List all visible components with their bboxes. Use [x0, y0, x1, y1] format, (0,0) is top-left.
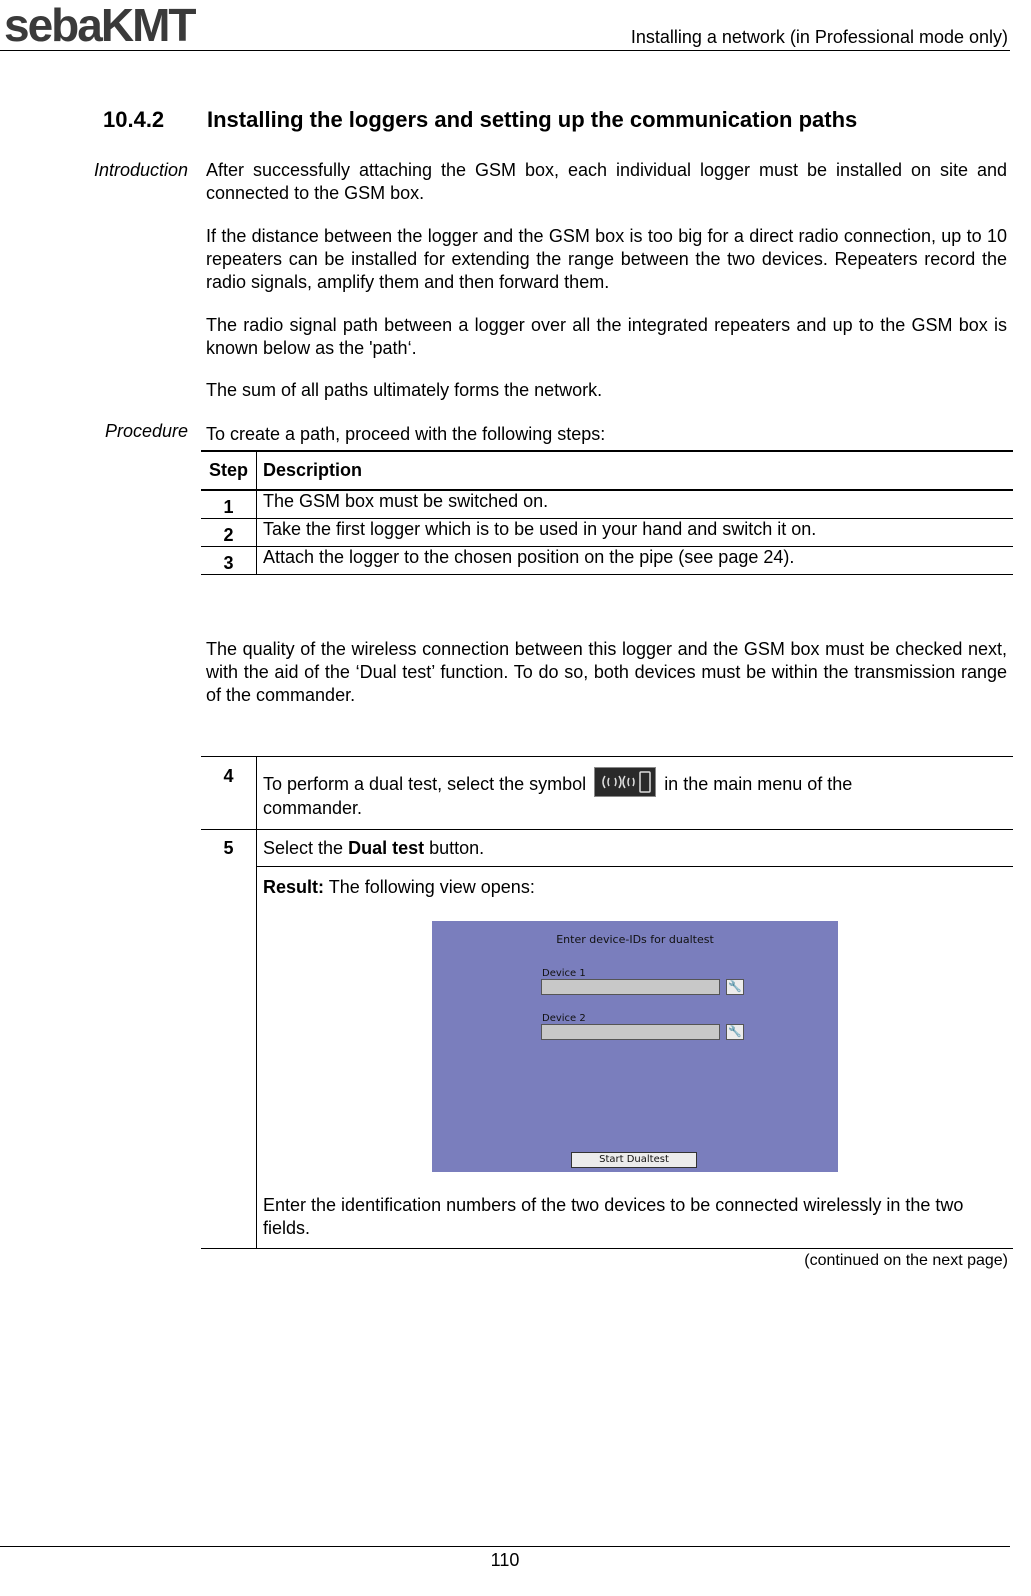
step-number: 3 [201, 547, 257, 575]
step-result [257, 867, 1014, 1249]
table-row [201, 547, 1013, 575]
step-number: 4 [201, 757, 257, 830]
screenshot-title: Enter device-IDs for dualtest [556, 933, 714, 946]
device1-label: Device 1 [542, 968, 586, 979]
table-row [201, 519, 1013, 547]
introduction-label: Introduction [93, 160, 188, 180]
step5-text-after: button. [429, 838, 485, 858]
dual-test-button-name: Dual test [348, 838, 425, 858]
wrench-icon[interactable]: 🔧 [726, 1024, 744, 1040]
step-text: The GSM box must be switched on. [257, 490, 1014, 519]
middle-paragraph: The quality of the wireless connection between this logger and the GSM box must be checked next, with the aid of the ‘Dual test’ function. To do so, both devices must be within the transmission range of the commander. [206, 639, 1007, 705]
intro-paragraph-2: If the distance between the logger and the GSM box is too big for a direct radio connection, up to 10 repeaters can be installed for extending the range between the two devices. Repeaters record the radio signals, amplify them and then forward them. [206, 226, 1007, 292]
step-number: 5 [201, 830, 257, 1249]
table-row [201, 830, 1013, 867]
table-row [201, 490, 1013, 519]
table-row [201, 867, 1013, 1249]
device1-field[interactable] [541, 979, 720, 995]
description-column-header: Description [257, 451, 1014, 490]
step5-text-before: Select the [263, 838, 344, 858]
device2-label: Device 2 [542, 1013, 586, 1024]
header-divider [0, 50, 1010, 51]
start-dualtest-button[interactable]: Start Dualtest [571, 1152, 697, 1168]
footer-divider [0, 1546, 1010, 1547]
dualtest-screenshot [432, 921, 838, 1172]
step-text [257, 830, 1014, 867]
page-number: 110 [490, 1550, 520, 1570]
intro-paragraph-4: The sum of all paths ultimately forms the network. [206, 380, 603, 400]
step-column-header: Step [201, 451, 257, 490]
step-text: Attach the logger to the chosen position on the pipe (see page 24). [257, 547, 1014, 575]
result-text: The following view opens: [328, 877, 535, 897]
result-line [263, 876, 1013, 899]
step-text [257, 757, 1014, 830]
intro-paragraph-3: The radio signal path between a logger over all the integrated repeaters and up to the GSM box is known below as the 'path‘. [206, 315, 1007, 358]
header-title: Installing a network (in Professional mode only) [630, 27, 1008, 47]
step4-text-after: in the main menu of the commander. [263, 774, 853, 818]
step-number: 1 [201, 490, 257, 519]
procedure-label: Procedure [104, 421, 188, 441]
closing-text: Enter the identification numbers of the two devices to be connected wirelessly in the two fields. [263, 1195, 964, 1238]
continued-note: (continued on the next page) [804, 1252, 1008, 1269]
section-title: Installing the loggers and setting up the communication paths [207, 107, 858, 132]
steps-table-2 [201, 756, 1013, 1249]
step-text: Take the first logger which is to be used in your hand and switch it on. [257, 519, 1014, 547]
section-number: 10.4.2 [103, 107, 165, 132]
table-row [201, 757, 1013, 830]
intro-paragraph-1: After successfully attaching the GSM box, each individual logger must be installed on site and connected to the GSM box. [206, 160, 1007, 203]
device2-field[interactable] [541, 1024, 720, 1040]
wrench-icon[interactable]: 🔧 [726, 979, 744, 995]
result-label: Result: [263, 877, 325, 897]
steps-table-1 [201, 450, 1013, 575]
dualtest-icon [594, 767, 656, 797]
procedure-intro: To create a path, proceed with the following steps: [206, 424, 606, 444]
sebakmt-logo [4, 2, 224, 46]
step4-text-before: To perform a dual test, select the symbol [263, 774, 587, 794]
logo-text: sebaKMT [4, 2, 195, 46]
step-number: 2 [201, 519, 257, 547]
